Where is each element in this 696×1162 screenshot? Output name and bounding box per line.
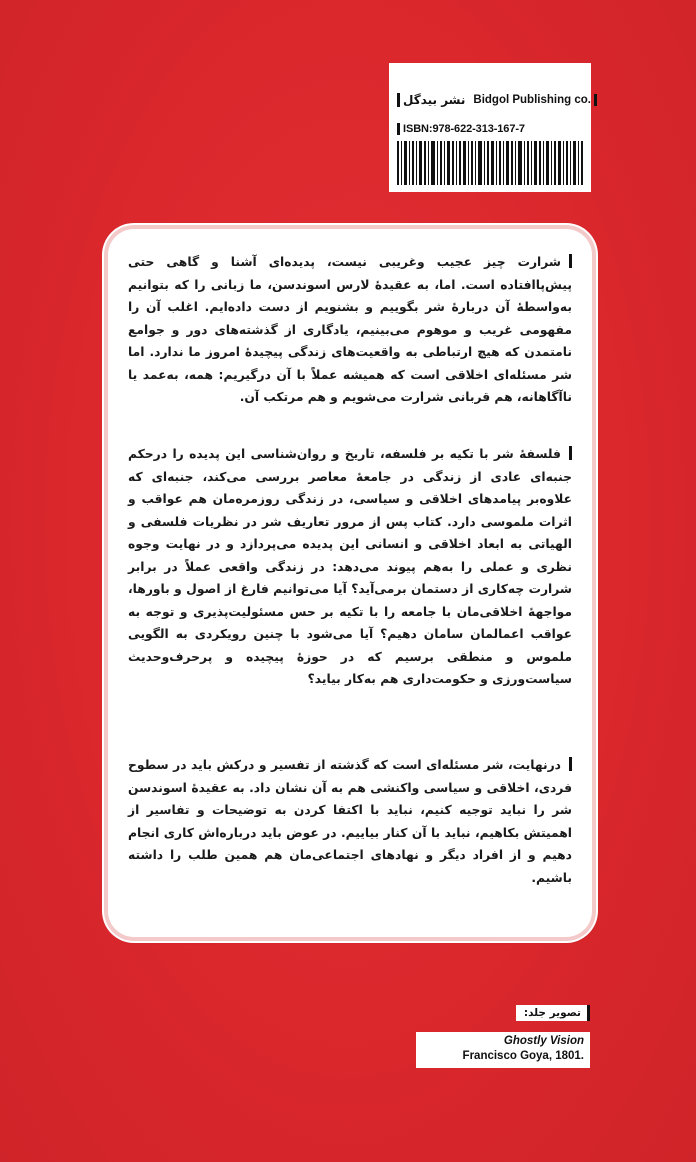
cover-artwork-title: Ghostly Vision xyxy=(503,1035,584,1047)
isbn: ISBN:978-622-313-167-7 xyxy=(397,123,585,135)
barcode xyxy=(397,141,583,185)
publisher-barcode-block xyxy=(389,63,591,192)
cover-credit xyxy=(416,1032,590,1068)
blurb-paragraph: فلسفهٔ شر با تکیه بر فلسفه، تاریخ و روان‌شناسی این پدیده را درحکم جنبه‌ای عادی از زندگی در جامعهٔ معاصر بررسی می‌کند، جنبه‌ای که علاوه‌بر پیامدهای اخلاقی و سیاسی، در زندگی روزمره‌مان هم عواقب و اثرات ملموسی دارد. کتاب پس از مرور تعاریف شر در نظریات فلسفی و الهیاتی به ابعاد اخلاقی و انسانی این پدیده می‌پردازد و در نهایت وجوه نظری و عملی را به‌هم پیوند می‌دهد: در زندگی واقعی عملاً در برابر شرارت چه‌کاری از دستمان برمی‌آید؟ آیا می‌توانیم فارغ از اصول و باورها، مواجههٔ اخلاقی‌مان با جامعه را با تکیه بر حس مسئولیت‌پذیری و توجه به عواقب اعمالمان سامان دهیم؟ آیا می‌شود با چنین رویکردی به الگویی ملموس و منطقی برسیم که در حوزهٔ پیچیده و پرحرف‌وحدیث سیاست‌ورزی و حکومت‌داری هم به‌کار بیاید؟ xyxy=(128,443,572,691)
blurb-paragraph: درنهایت، شر مسئله‌ای است که گذشته از تفسیر و درکش باید در سطوح فردی، اخلاقی و سیاسی واکنشی هم به آن نشان داد. به عقیدهٔ اسوندسن شر را نباید توجیه کنیم، نباید با اکتفا کردن به توضیحات و تفاسیر از اهمیتش بکاهیم، نباید با آن کنار بیاییم. در عوض باید درباره‌اش کاری انجام دهیم و از افراد دیگر و نهادهای اجتماعی‌مان هم همین طلب را داشته باشیم. xyxy=(128,754,572,889)
cover-artwork-artist: Francisco Goya, 1801. xyxy=(462,1050,584,1062)
blurb-paragraph: شرارت چیز عجیب وغریبی نیست، پدیده‌ای آشنا و گاهی حتی پیش‌پاافتاده است. اما، به عقیدهٔ لارس اسوندسن، ما زبانی را که بتوانیم به‌واسطهٔ آن دربارهٔ شر بگوییم و بشنویم از دست داده‌ایم. اغلب آن را مفهومی غریب و موهوم می‌بینیم، یادگاری از گذشته‌های دور و جوامع نامتمدن که هیچ ارتباطی به واقعیت‌های زندگی پیچیدهٔ امروز ما ندارد. اما شر مسئله‌ای اخلاقی است که همیشه عملاً با آن درگیریم: همه، به‌عمد یا ناآگاهانه، هم قربانی شرارت می‌شویم و هم مرتکب آن. xyxy=(128,251,572,409)
blurb-panel xyxy=(108,229,592,937)
publisher-name-en: Bidgol Publishing co. xyxy=(473,94,597,106)
publisher-row xyxy=(397,89,591,111)
cover-credit-label: تصویر جلد: xyxy=(516,1005,590,1021)
publisher-name-fa: نشر بیدگل xyxy=(397,93,465,107)
